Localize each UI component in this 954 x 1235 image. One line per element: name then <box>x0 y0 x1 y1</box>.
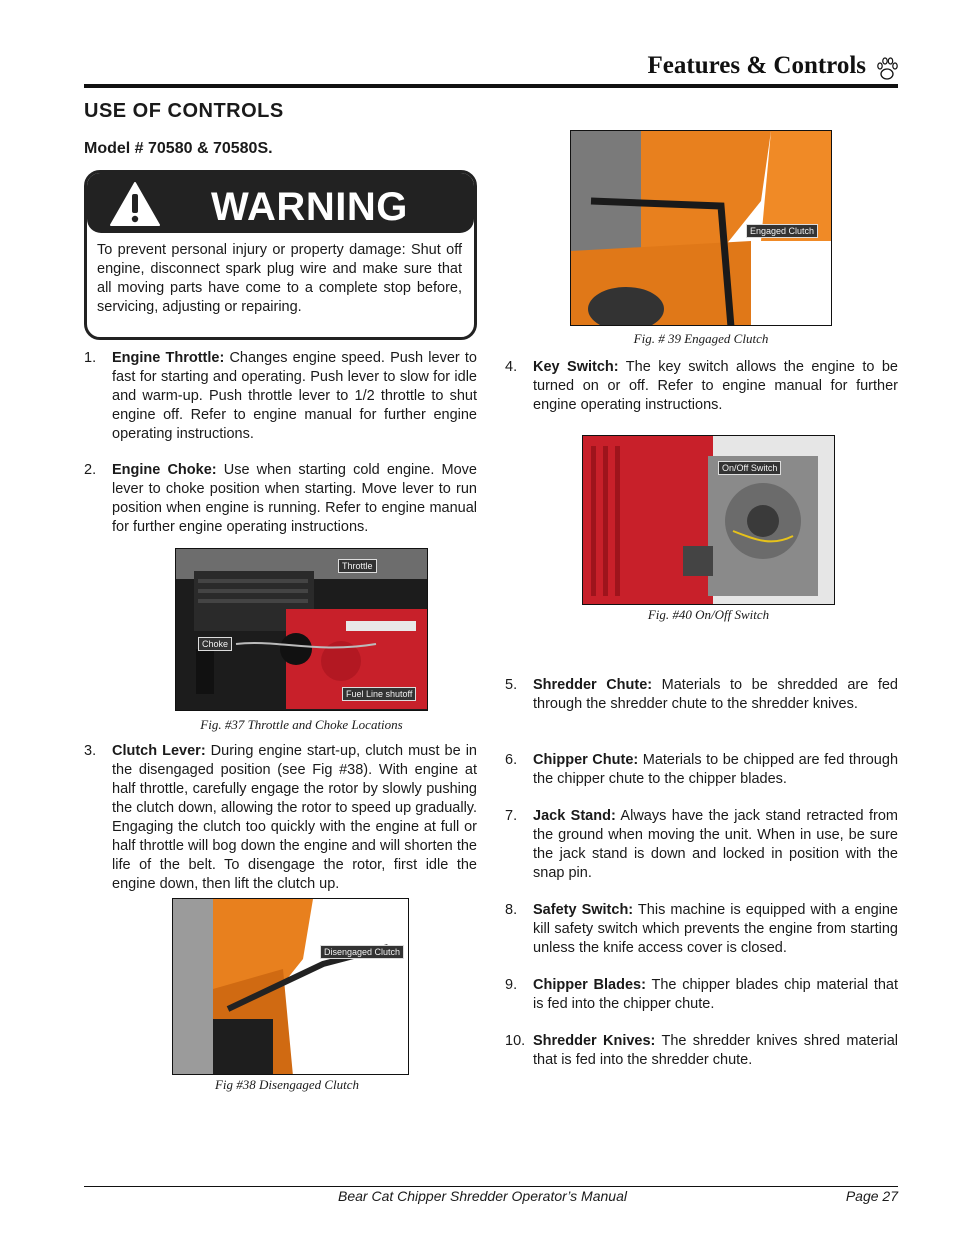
warning-triangle-icon <box>109 181 161 227</box>
warning-box <box>84 170 477 340</box>
item-text: Materials to be shredded are fed through the shredder chute to the shredder knives. <box>533 677 898 712</box>
item-body <box>533 1032 898 1070</box>
figure-throttle-choke <box>175 548 428 711</box>
figure-caption: Fig. #40 On/Off Switch <box>647 607 770 622</box>
item-number: 6. <box>505 752 518 768</box>
item-text: The key switch allows the engine to be turned on or off. Refer to engine manual for further engine operating instructions. <box>533 359 898 413</box>
item-body <box>112 349 477 444</box>
section-title: USE OF CONTROLS <box>84 100 284 122</box>
callout-on-off-switch: On/Off Switch <box>718 461 781 475</box>
item-text: Use when starting cold engine. Move lever to choke position when starting. Move lever to run position when engine is running. Refer to engine manual for further engine operating instructions. <box>112 462 477 535</box>
figure-caption: Fig. # 39 Engaged Clutch <box>633 331 769 346</box>
callout-engaged-clutch: Engaged Clutch <box>746 224 818 238</box>
switch-photo-illustration <box>583 436 835 605</box>
callout-fuel-line-shutoff: Fuel Line shutoff <box>342 687 416 701</box>
model-title: Model # 70580 & 70580S. <box>84 140 273 157</box>
page-header-title: Features & Controls <box>647 52 866 79</box>
item-label: Shredder Chute: <box>533 677 653 693</box>
item-body <box>533 901 898 958</box>
item-text: Materials to be chipped are fed through the chipper chute to the chipper blades. <box>533 752 899 787</box>
warning-header <box>87 173 474 233</box>
figure-on-off-switch <box>582 435 835 605</box>
item-body <box>533 751 898 789</box>
item-label: Clutch Lever: <box>112 743 206 759</box>
item-body <box>533 676 898 714</box>
item-text: The chipper blades chip material that is fed into the chipper chute. <box>533 977 899 1012</box>
item-body <box>533 358 898 415</box>
warning-title: WARNING <box>211 185 408 229</box>
item-label: Engine Choke: <box>112 462 217 478</box>
header-divider <box>84 84 898 88</box>
item-label: Engine Throttle: <box>112 350 225 366</box>
item-number: 4. <box>505 359 518 375</box>
item-body <box>533 976 898 1014</box>
item-number: 1. <box>84 350 97 366</box>
item-number: 7. <box>505 808 518 824</box>
item-label: Chipper Blades: <box>533 977 646 993</box>
item-body <box>533 807 898 883</box>
figure-disengaged-clutch <box>172 898 409 1075</box>
item-text: During engine start-up, clutch must be in the disengaged position (see Fig #38). With engine at half throttle, carefully engage the rotor by slowly pushing the clutch down, allowing the rotor to speed up gradually. Engaging the clutch too quickly with the engine at full or half throttle will bog down the engine and will shorten the life of the belt. To disengage the rotor, first idle the engine down, then lift the clutch up. <box>112 743 477 892</box>
figure-caption: Fig #38 Disengaged Clutch <box>214 1077 360 1092</box>
item-text: The shredder knives shred material that is fed into the shredder chute. <box>533 1033 898 1068</box>
item-number: 8. <box>505 902 518 918</box>
callout-disengaged-clutch: Disengaged Clutch <box>320 945 404 959</box>
item-label: Jack Stand: <box>533 808 616 824</box>
paw-print-icon <box>876 56 898 82</box>
item-text: Changes engine speed. Push lever to fast for starting and operating. Push lever to slow for idle and warm-up. Push throttle lever to 1/2 throttle to shut engine off. Refer to engine manual for further engine operating instructions. <box>112 350 477 442</box>
callout-throttle: Throttle <box>338 559 377 573</box>
item-number: 5. <box>505 677 518 693</box>
footer-page-number: Page 27 <box>845 1188 898 1204</box>
item-text: Always have the jack stand retracted from the ground when moving the unit. When in use, be sure the jack stand is down and locked in position with the snap pin. <box>533 808 898 881</box>
item-text: This machine is equipped with a engine kill safety switch which prevents the engine from starting unless the knife access cover is closed. <box>533 902 898 956</box>
item-label: Safety Switch: <box>533 902 634 918</box>
item-body <box>112 742 477 894</box>
clutch-photo-illustration <box>173 899 409 1075</box>
item-body <box>112 461 477 537</box>
item-label: Shredder Knives: <box>533 1033 656 1049</box>
item-number: 9. <box>505 977 518 993</box>
figure-engaged-clutch <box>570 130 832 326</box>
item-label: Chipper Chute: <box>533 752 639 768</box>
footer-manual-title: Bear Cat Chipper Shredder Operator’s Manual <box>338 1188 627 1204</box>
callout-choke: Choke <box>198 637 232 651</box>
warning-text: To prevent personal injury or property damage: Shut off engine, disconnect spark plug wire and make sure that all moving parts have come to a complete stop before, servicing, adjusting or repairing. <box>97 242 462 315</box>
figure-caption: Fig. #37 Throttle and Choke Locations <box>200 717 403 732</box>
item-label: Key Switch: <box>533 359 619 375</box>
footer-divider <box>84 1186 898 1187</box>
item-number: 10. <box>505 1033 526 1049</box>
item-number: 3. <box>84 743 97 759</box>
item-number: 2. <box>84 462 97 478</box>
